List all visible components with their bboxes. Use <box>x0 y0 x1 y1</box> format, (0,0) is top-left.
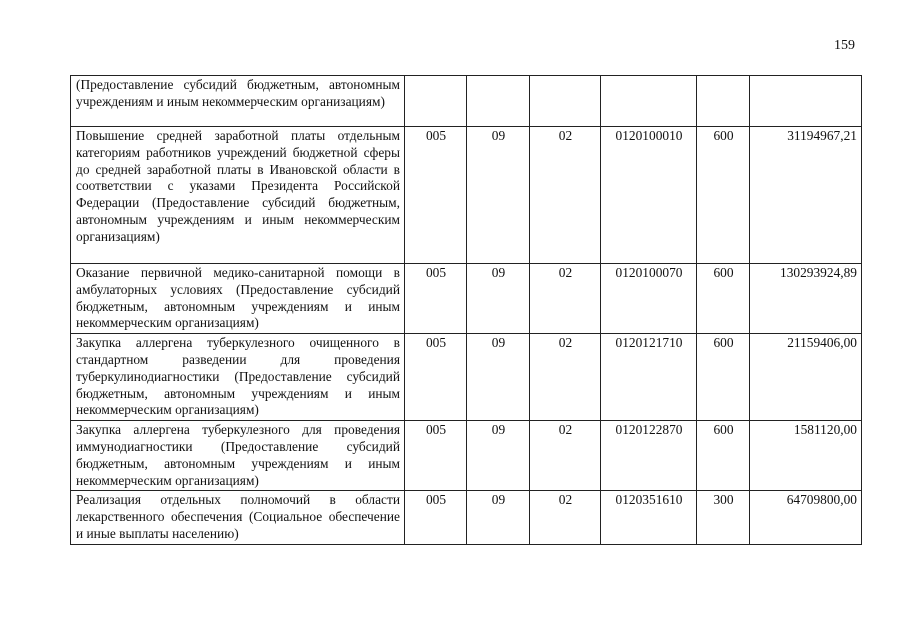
target-article-code: 0120100010 <box>601 127 697 264</box>
ministry-code <box>405 76 467 127</box>
ministry-code: 005 <box>405 421 467 491</box>
row-description: Закупка аллергена туберкулезного очищенного в стандартном разведении для проведения туберкулинодиагностики (Предоставление субсидий бюджетным, автономным учреждениям и иным некоммерческим организациям) <box>71 334 405 421</box>
table-row <box>71 334 862 421</box>
budget-table <box>70 75 862 545</box>
ministry-code: 005 <box>405 127 467 264</box>
subsection-code: 02 <box>530 264 601 334</box>
expense-type-code: 600 <box>697 334 750 421</box>
amount: 130293924,89 <box>750 264 862 334</box>
table-row <box>71 491 862 544</box>
section-code <box>467 76 530 127</box>
target-article-code: 0120121710 <box>601 334 697 421</box>
subsection-code: 02 <box>530 491 601 544</box>
section-code: 09 <box>467 491 530 544</box>
amount: 1581120,00 <box>750 421 862 491</box>
subsection-code: 02 <box>530 334 601 421</box>
table-row <box>71 264 862 334</box>
expense-type-code: 600 <box>697 127 750 264</box>
subsection-code <box>530 76 601 127</box>
subsection-code: 02 <box>530 421 601 491</box>
subsection-code: 02 <box>530 127 601 264</box>
expense-type-code: 300 <box>697 491 750 544</box>
row-description: Реализация отдельных полномочий в области лекарственного обеспечения (Социальное обеспечение и иные выплаты населению) <box>71 491 405 544</box>
section-code: 09 <box>467 421 530 491</box>
row-description: Оказание первичной медико-санитарной помощи в амбулаторных условиях (Предоставление субсидий бюджетным, автономным учреждениям и иным некоммерческим организациям) <box>71 264 405 334</box>
target-article-code: 0120122870 <box>601 421 697 491</box>
row-description: (Предоставление субсидий бюджетным, автономным учреждениям и иным некоммерческим организациям) <box>71 76 405 127</box>
row-description: Закупка аллергена туберкулезного для проведения иммунодиагностики (Предоставление субсидий бюджетным, автономным учреждениям и иным некоммерческим организациям) <box>71 421 405 491</box>
amount <box>750 76 862 127</box>
target-article-code: 0120100070 <box>601 264 697 334</box>
expense-type-code <box>697 76 750 127</box>
expense-type-code: 600 <box>697 421 750 491</box>
ministry-code: 005 <box>405 334 467 421</box>
table-row <box>71 127 862 264</box>
row-description: Повышение средней заработной платы отдельным категориям работников учреждений бюджетной сферы до средней заработной платы в Ивановской области в соответствии с указами Президента Российской Федерации (Предоставление субсидий бюджетным, автономным учреждениям и иным некоммерческим организациям) <box>71 127 405 264</box>
amount: 31194967,21 <box>750 127 862 264</box>
amount: 64709800,00 <box>750 491 862 544</box>
section-code: 09 <box>467 334 530 421</box>
section-code: 09 <box>467 264 530 334</box>
ministry-code: 005 <box>405 264 467 334</box>
target-article-code <box>601 76 697 127</box>
expense-type-code: 600 <box>697 264 750 334</box>
section-code: 09 <box>467 127 530 264</box>
ministry-code: 005 <box>405 491 467 544</box>
target-article-code: 0120351610 <box>601 491 697 544</box>
amount: 21159406,00 <box>750 334 862 421</box>
table-row <box>71 76 862 127</box>
page-number: 159 <box>834 38 855 53</box>
table-row <box>71 421 862 491</box>
